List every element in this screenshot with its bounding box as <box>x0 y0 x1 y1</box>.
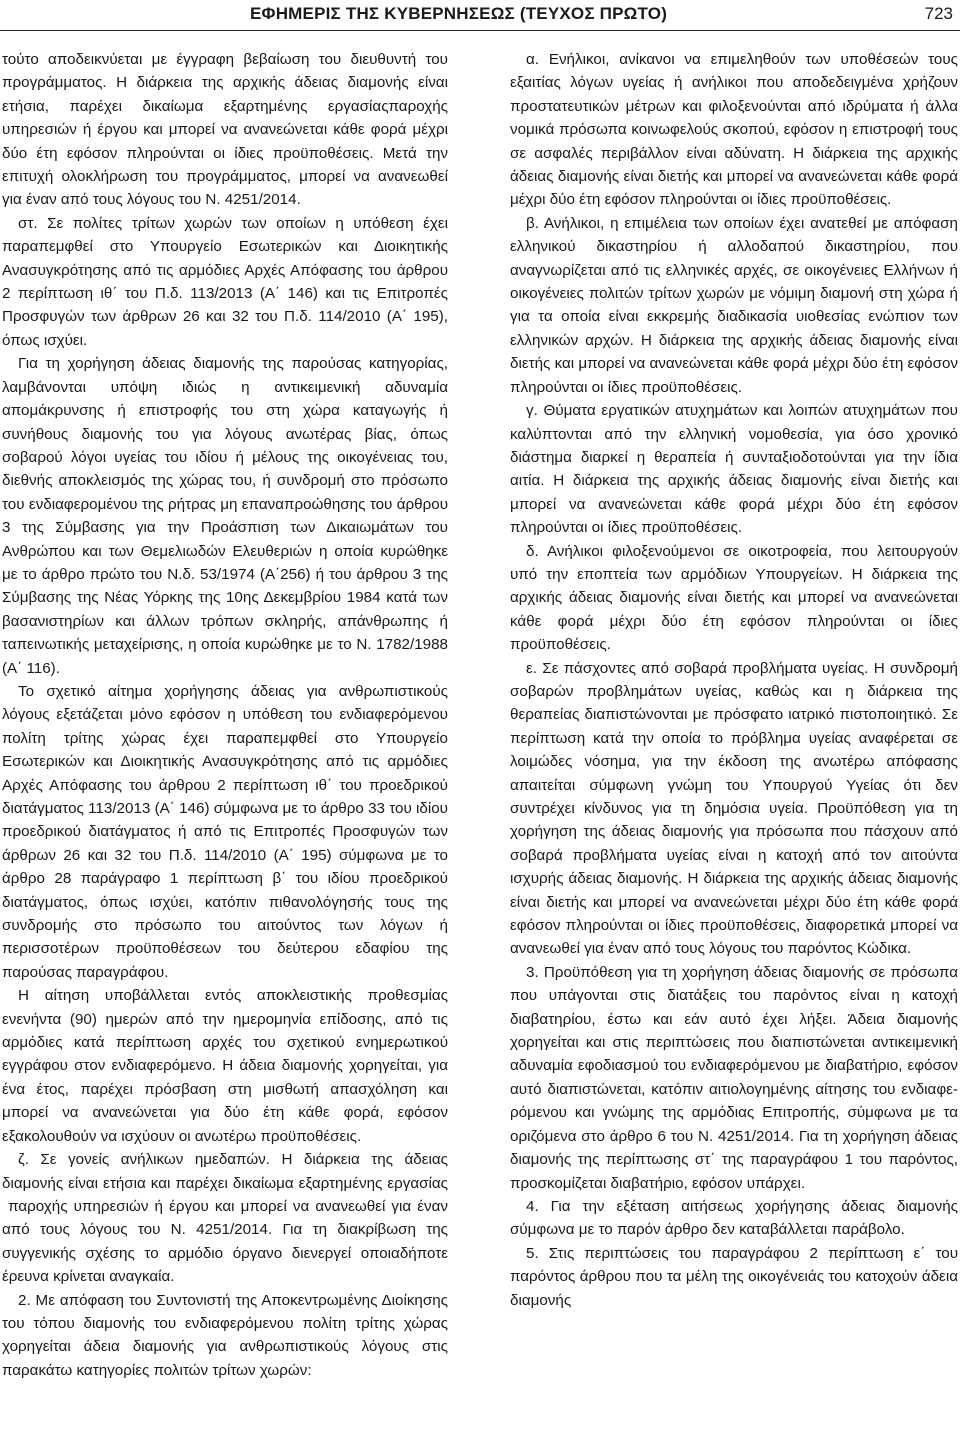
paragraph-item-a: α. Ενήλικοι, ανίκανοι να επιμεληθούν των υποθέσεών τους εξαιτίας λόγων υγείας ή ανήλικοι που αποδεδειγμένα χρήζουν προστατευτικών μέτρων και φιλοξενούνται από ιδρύματα ή άλλα νομικά πρόσωπα κοινωφελούς σκοπού, εφόσον η επιστροφή τους σε ασφαλές περιβάλλον είναι αδύνατη. Η διάρκεια της αρχικής άδειας διαμονής είναι διετής και μπορεί να ανανεώνεται κάθε φορά μέχρι δύο έτη εφόσον πληρούνται οι ίδιες προϋποθέσεις. <box>510 51 958 209</box>
right-column <box>510 48 958 1428</box>
paragraph-item-st: στ. Σε πολίτες τρίτων χωρών των οποίων η υπόθεση έχει παραπεμφθεί στο Υπουργείο Εσωτερικών και Διοικητικής Ανασυγκρότησης από τις αρμόδιες Αρχές Απόφασης του άρθρου 2 περίπτωση ιθ΄ του Π.δ. 113/2013 (Α΄ 146) και τις Επιτροπές Προσφυγών των άρθρων 26 και 32 του Π.δ. 114/2010 (Α΄ 195), όπως ισχύει. <box>2 214 448 349</box>
paragraph-section-5: 5. Στις περιπτώσεις του παραγράφου 2 περίπτωση ε΄ του παρόντος άρθρου που τα μέλη της οικογένειάς του κατοχούν άδεια διαμονής <box>510 1244 958 1309</box>
header-divider <box>0 30 960 31</box>
gazette-title: ΕΦΗΜΕΡΙΣ ΤΗΣ ΚΥΒΕΡΝΗΣΕΩΣ (ΤΕΥΧΟΣ ΠΡΩΤΟ) <box>250 4 668 23</box>
paragraph-section-4: 4. Για την εξέταση αιτήσεως χορήγησης άδειας διαμονής σύμφωνα με το παρόν άρθρο δεν καταβάλλεται παράβολο. <box>510 1197 958 1239</box>
page-header <box>0 0 960 32</box>
paragraph-item-b: β. Ανήλικοι, η επιμέλεια των οποίων έχει ανατεθεί με απόφαση ελληνικού δικαστηρίου ή αλλοδαπού δικαστηρίου, που αναγνωρίζεται από τις ελληνικές αρχές, σε οικογένειες Ελλήνων ή οικογένειες πολιτών τρίτων χωρών με νόμιμη διαμονή στη χώρα ή για τα οποία είναι εκκρεμής διαδικασία υιοθεσίας ενώπιον των ελληνικών αρχών. Η διάρκεια της αρχικής άδειας διαμονής είναι διετής και μπορεί να ανανεώνεται κάθε φορά μέχρι δύο έτη εφόσον πληρούνται οι ίδιες προϋποθέσεις. <box>510 214 958 396</box>
paragraph-application: Το σχετικό αίτημα χορήγησης άδειας για ανθρωπιστικούς λόγους εξετάζεται μόνο εφόσον η υπόθεση του ενδιαφερόμενου πολίτη τρίτης χώρας έχει παραπεμφθεί στο Υπουργείο Εσωτερικών και Διοικητικής Ανασυγκρότησης από τις αρμόδιες Αρχές Απόφασης του άρθρου 2 περίπτωση ιθ΄ του προεδρικού διατάγματος 113/2013 (Α΄ 146) σύμφωνα με το άρθρο 33 του ιδίου προεδρικού διατάγματος ή από τις Επιτροπές Προσφυγών των άρθρων 26 και 32 του Π.δ. 114/2010 (Α΄ 195) σύμφωνα με το άρθρο 28 παράγραφο 1 περίπτωση β΄ του ιδίου προεδρικού διατάγματος, όπως ισχύει, κατόπιν πιθανολόγησής τους της συνδρομής στο πρόσωπο του αιτούντος των λόγων ή περισσοτέρων προϋποθέσεων του δεύτερου εδαφίου της παρούσας παραγράφου. <box>2 682 448 981</box>
paragraph-section-3: 3. Προϋπόθεση για τη χορήγηση άδειας διαμονής σε πρόσωπα που υπάγονται στις διατάξεις του παρόντος είναι η κατοχή διαβατηρίου, έστω και εάν αυτό έχει λήξει. Άδεια διαμονής χορηγείται και στις περιπτώσεις που διαπιστώνεται αντικειμενική αδυναμία εφοδιασμού του ενδιαφερόμενου με διαβατήριο, εφόσον αυτό διαπιστώνεται, κατόπιν αιτιολογημένης αίτησης του ενδιαφερόμενου και γνώμης της αρμόδιας Επιτροπής, σύμφωνα με τα οριζόμενα στο άρθρο 6 του Ν. 4251/2014. Για τη χορήγηση άδειας διαμονής της περίπτωσης στ΄ της παραγράφου 1 του παρόντος, προσκομίζεται διαβατήριο, εφόσον υπάρχει. <box>510 963 958 1192</box>
paragraph-item-d: δ. Ανήλικοι φιλοξενούμενοι σε οικοτροφεία, που λειτουργούν υπό την εποπτεία των αρμόδιων Υπουργείων. Η διάρκεια της αρχικής άδειας διαμονής είναι διετής και μπορεί να ανανεώνεται κάθε φορά μέχρι δύο έτη εφόσον πληρούνται οι ίδιες προϋποθέσεις. <box>510 542 958 654</box>
paragraph-continuation: τούτο αποδεικνύεται με έγγραφη βεβαίωση του διευθυντή του προγράμματος. Η διάρκεια της αρχικής άδειας διαμονής είναι ετήσια, παρέχει δικαίωμα εξαρτημένης εργασίαςπαροχής υπηρεσιών ή έργου και μπορεί να ανανεώνεται κάθε φορά μέχρι δύο έτη εφόσον πληρούνται οι ίδιες προϋποθέσεις. Μετά την επιτυχή ολοκλήρωση του προγράμματος, μπορεί να ανανεωθεί για έναν από τους λόγους του Ν. 4251/2014. <box>2 51 448 209</box>
paragraph-section-2: 2. Με απόφαση του Συντονιστή της Αποκεντρωμένης Διοίκησης του τόπου διαμονής του ενδιαφερόμενου πολίτη τρίτης χώρας χορηγείται άδεια διαμονής για ανθρωπιστικούς λόγους στις παρακάτω κατηγορίες πολιτών τρίτων χωρών: <box>2 1291 448 1379</box>
page-number: 723 <box>924 4 953 23</box>
paragraph-item-c: γ. Θύματα εργατικών ατυχημάτων και λοιπών ατυχημάτων που καλύπτονται από την ελληνική νομοθεσία, για όσο χρονικό διάστημα διαρκεί η θεραπεία ή συνταξιοδοτούνται για την ίδια αιτία. Η διάρκεια της αρχικής άδειας διαμονής είναι διετής και μπορεί να ανανεώνεται κάθε φορά μέχρι δύο έτη εφόσον πληρούνται οι ίδιες προϋποθέσεις. <box>510 402 958 537</box>
paragraph-item-e: ε. Σε πάσχοντες από σοβαρά προβλήματα υγείας. Η συνδρομή σοβαρών προβλημάτων υγείας, καθώς και η διάρκεια της θεραπείας διαπιστώνονται με πρόσφατο ιατρικό πιστοποιητικό. Σε περίπτωση κατά την οποία το πρόβλημα υγείας αναφέρεται σε λοιμώδες νόσημα, για την έκδοση της ανωτέρω απόφασης απαιτείται σύμφωνη γνώμη του Υπουργού Υγείας ότι δεν συντρέχει κίνδυνος για τη δημόσια υγεία. Προϋπόθεση για τη χορήγηση της άδειας διαμονής για πρόσωπα που πάσχουν από σοβαρά προβλήματα υγείας είναι η κατοχή από τον αιτούντα ισχυρής άδειας διαμονής. Η διάρκεια της αρχικής άδειας διαμονής είναι διετής και μπορεί να ανανεώνεται μέχρι δύο έτη κάθε φορά εφόσον πληρούνται οι ίδιες προϋποθέσεις, διαφορετικά μπορεί να ανανεωθεί για έναν από τους λόγους του παρόντος Κώδικα. <box>510 659 958 958</box>
paragraph-item-z: ζ. Σε γονείς ανήλικων ημεδαπών. Η διάρκεια της άδειας διαμονής είναι ετήσια και παρέχει δικαίωμα εξαρτημένης εργασίας παροχής υπηρεσιών ή έργου και μπορεί να ανανεωθεί για έναν από τους λόγους του Ν. 4251/2014. Για τη διακρίβωση της συγγενικής σχέσης το αρμόδιο όργανο διενεργεί οποιαδήποτε έρευνα κρίνεται αναγκαία. <box>2 1151 448 1286</box>
left-column <box>2 48 448 1428</box>
paragraph-criteria: Για τη χορήγηση άδειας διαμονής της παρούσας κατηγορίας, λαμβάνονται υπόψη ιδιώς η αντικειμενική αδυναμία απομάκρυνσης ή επιστροφής του στη χώρα καταγωγής ή συνήθους διαμονής του για λόγους ανωτέρας βίας, όπως σοβαρού λόγοι υγείας του ιδίου ή μέλους της οικογένειας του, διεθνής αποκλεισμός της χώρας του, ή συνδρομή στο πρόσωπο του ενδιαφερομένου της ρήτρας μη επαναπροώθησης του άρθρου 3 της Σύμβασης για την Προάσπιση των Δικαιωμάτων του Ανθρώπου και των Θεμελιωδών Ελευθεριών η οποία κυρώθηκε με το άρθρο πρώτο του Ν.δ. 53/1974 (Α΄256) ή του άρθρου 3 της Σύμβασης της Νέας Υόρκης της 10ης Δεκεμβρίου 1984 κατά των βασανιστηρίων και άλλων τρόπων σκληρής, απάνθρωπης ή ταπεινωτικής μεταχείρισης, η οποία κυρώθηκε με το Ν. 1782/1988 (Α΄ 116). <box>2 355 448 677</box>
paragraph-deadline: Η αίτηση υποβάλλεται εντός αποκλειστικής προθεσμίας ενενήντα (90) ημερών από την ημερομηνία επίδοσης, από τις αρμόδιες κατά περίπτωση αρχές του σχετικού ενημερωτικού εγγράφου στον ενδιαφερόμενο. Η άδεια διαμονής χορηγείται, για ένα έτος, παρέχει πρόσβαση στη μισθωτή απασχόληση και μπορεί να ανανεώνεται για δύο έτη κάθε φορά, εφόσον εξακολουθούν να ισχύουν οι ανωτέρω προϋποθέσεις. <box>2 987 448 1145</box>
